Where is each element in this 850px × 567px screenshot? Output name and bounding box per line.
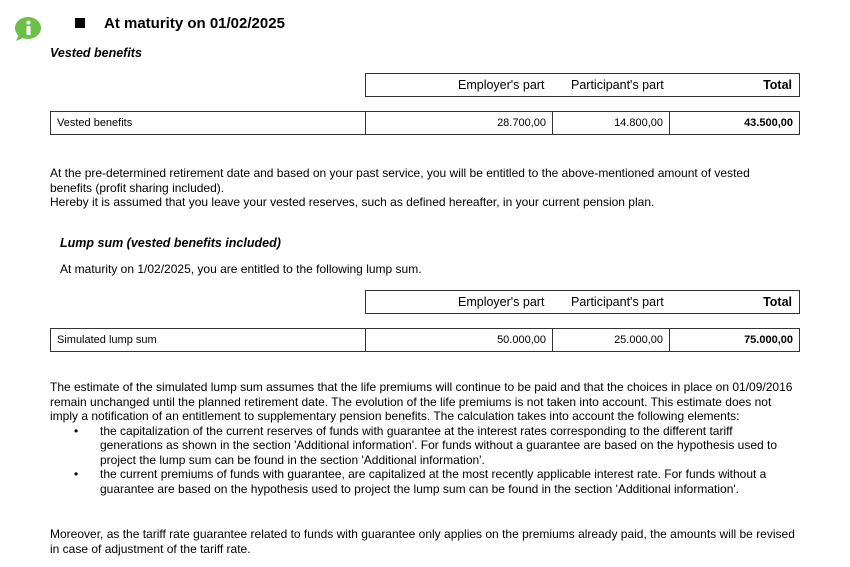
- table-row: [50, 328, 800, 352]
- lumpsum-table-header: [365, 290, 800, 314]
- square-bullet-icon: [75, 18, 85, 28]
- col-participant: Participant's part: [571, 295, 664, 309]
- paragraph: Hereby it is assumed that you leave your vested reserves, such as defined hereafter, in your current pension plan.: [50, 195, 655, 209]
- page-title: At maturity on 01/02/2025: [104, 15, 285, 32]
- row-participant: 25.000,00: [552, 328, 670, 352]
- col-total: Total: [763, 295, 792, 309]
- row-label: Simulated lump sum: [50, 328, 366, 352]
- paragraph: At the pre-determined retirement date and based on your past service, you will be entitled to the above-mentioned amount of vested benefits (profit sharing included).: [50, 166, 750, 195]
- section-title-vested: Vested benefits: [50, 46, 142, 60]
- list-item: • the current premiums of funds with guarantee, are capitalized at the most recently applicable interest rate. For funds without a guarantee are based on the hypothesis used to project the lump sum can be found in the section 'Additional information'.: [50, 467, 798, 496]
- lumpsum-intro: At maturity on 1/02/2025, you are entitled to the following lump sum.: [60, 262, 422, 276]
- paragraph: The estimate of the simulated lump sum assumes that the life premiums will continue to be paid and that the choices in place on 01/09/2016 remain unchanged until the planned retirement date. The evolution of the life premiums is not taken into account. This estimate does not imply a notification of an entitlement to supplementary pension benefits. The calculation takes into account the following elements:: [50, 380, 793, 423]
- table-row: [50, 111, 800, 135]
- row-employer: 50.000,00: [365, 328, 553, 352]
- row-employer: 28.700,00: [365, 111, 553, 135]
- row-total: 75.000,00: [669, 328, 800, 352]
- row-participant: 14.800,00: [552, 111, 670, 135]
- vested-table-header: [365, 73, 800, 97]
- info-icon[interactable]: [14, 16, 42, 42]
- list-item: • the capitalization of the current reserves of funds with guarantee at the interest rates corresponding to the different tariff generations as shown in the section 'Additional information'. For funds without a guarantee are based on the hypothesis used to project the lump sum can be found in the section 'Additional information'.: [50, 424, 798, 468]
- section-title-lumpsum: Lump sum (vested benefits included): [60, 236, 281, 250]
- lumpsum-closing: Moreover, as the tariff rate guarantee related to funds with guarantee only applies on the premiums already paid, the amounts will be revised in case of adjustment of the tariff rate.: [50, 527, 795, 556]
- col-participant: Participant's part: [571, 78, 664, 92]
- vested-explanation: [50, 166, 770, 210]
- row-label: Vested benefits: [50, 111, 366, 135]
- bullet-list: [50, 424, 798, 497]
- row-total: 43.500,00: [669, 111, 800, 135]
- col-employer: Employer's part: [458, 295, 545, 309]
- lumpsum-estimate: [50, 380, 798, 496]
- col-employer: Employer's part: [458, 78, 545, 92]
- col-total: Total: [763, 78, 792, 92]
